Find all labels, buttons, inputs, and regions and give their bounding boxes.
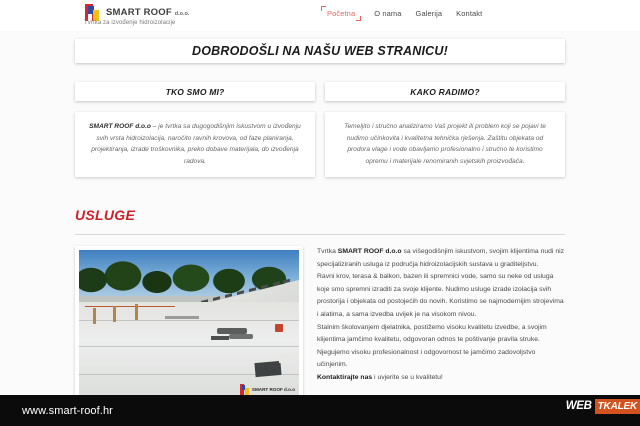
panel-text-lead: SMART ROOF d.o.o xyxy=(89,123,151,130)
intro-panels xyxy=(75,82,565,177)
photo-watermark-text: SMART ROOF d.o.o xyxy=(251,387,295,392)
panel-heading-tko-smo-mi: TKO SMO MI? xyxy=(165,86,225,97)
main-navigation xyxy=(322,8,482,19)
photo-watermark xyxy=(240,384,295,395)
panel-body-card-left xyxy=(75,112,315,177)
panel-heading-card xyxy=(325,82,565,101)
panel-heading-card xyxy=(75,82,315,101)
nav-item-kontakt[interactable]: Kontakt xyxy=(456,9,483,18)
panel-tko-smo-mi xyxy=(75,82,315,177)
panel-text-kako-radimo: Temeljito i stručno analiziramo Vaš projekt ili problem koji se pojavi te nudimo učinkovita i kvalitetna tehnička rješenja. Zaštitu objekata od prodora vlage i vode obavljamo profesionalno i stručno te koristimo opremu i materijale renomiranih svjetskih proizvođača. xyxy=(344,123,546,165)
webtkalec-logo[interactable] xyxy=(566,399,640,414)
services-paragraph-1-bold: SMART ROOF d.o.o xyxy=(337,248,402,255)
footer-logo-web-text: WEB xyxy=(565,400,592,412)
flat-roof-waterproofing-photo xyxy=(79,250,299,395)
panel-text-tko-smo-mi xyxy=(86,121,304,167)
panel-body-card-right xyxy=(325,112,565,177)
nav-item-galerija[interactable]: Galerija xyxy=(415,9,443,18)
nav-item-pocetna[interactable]: Početna xyxy=(322,8,360,19)
services-paragraph-2: Ravni krov, terasa & balkon, bazen ili spremnici vode, samo su neke od usluga koje smo spremni izraditi za svoje klijente. Nudimo usluge izrade izolacija svih prostorija i objekata od postojećih do novih. Koristimo se najmodernijim strojevima i alatima, a sama izvedba uvijek je na visokom nivou. xyxy=(317,273,564,318)
footer-website-url[interactable]: www.smart-roof.hr xyxy=(22,404,113,417)
brand-logo[interactable] xyxy=(84,2,190,26)
panel-heading-kako-radimo: KAKO RADIMO? xyxy=(410,86,480,97)
services-paragraph-1: Tvrtka SMART ROOF d.o.o sa višegodišnjim iskustvom, svojim klijentima nudi niz specijaliziranih usluga iz područja hidroizolacijskih sustava u graditeljstvu. xyxy=(317,248,565,268)
footer-logo-tkalec-text: TKALEK xyxy=(595,399,640,414)
brand-name: SMART ROOF d.o.o. xyxy=(106,7,190,18)
site-footer xyxy=(0,395,640,426)
page-content xyxy=(0,31,640,395)
services-section xyxy=(75,246,565,395)
panel-kako-radimo xyxy=(325,82,565,177)
services-contact-line: Kontaktirajte nas i uvjerite se u kvalitetu! xyxy=(317,373,443,381)
section-title-usluge: USLUGE xyxy=(75,207,136,223)
services-paragraph-3: Stalnim školovanjem djelatnika, postižemo visoku kvalitetu izvedbe, a svojim klijentima jamčimo kvalitetu, odgovoran odnos te poštivanje pravila struke. Njegujemo visoku profesionalnost i odgovornost te jamčimo zadovoljstvo učinjenim. xyxy=(317,323,547,369)
welcome-banner xyxy=(75,39,565,63)
nav-item-o-nama[interactable]: O nama xyxy=(374,9,402,18)
panel-text-rest: – je tvrtka sa dugogodišnjim iskustvom u izvođenju svih vrsta hidroizolacija, naročito ravnih krovova, od faze planiranja, projektiranja, izrade troškovnika, preko dobave materijala, do izvođenja radova. xyxy=(91,123,301,165)
section-divider xyxy=(75,234,565,235)
site-header xyxy=(0,0,640,31)
contact-link[interactable]: Kontaktirajte nas xyxy=(317,373,373,381)
brand-suffix: d.o.o. xyxy=(174,11,190,17)
services-description xyxy=(317,246,565,395)
services-photo-frame xyxy=(75,246,303,395)
welcome-heading: DOBRODOŠLI NA NAŠU WEB STRANICU! xyxy=(192,44,448,58)
brand-tagline: Tvrtka za izvođenje hidroizolacije xyxy=(84,20,176,26)
smart-roof-blocks-logo-icon xyxy=(240,384,249,395)
